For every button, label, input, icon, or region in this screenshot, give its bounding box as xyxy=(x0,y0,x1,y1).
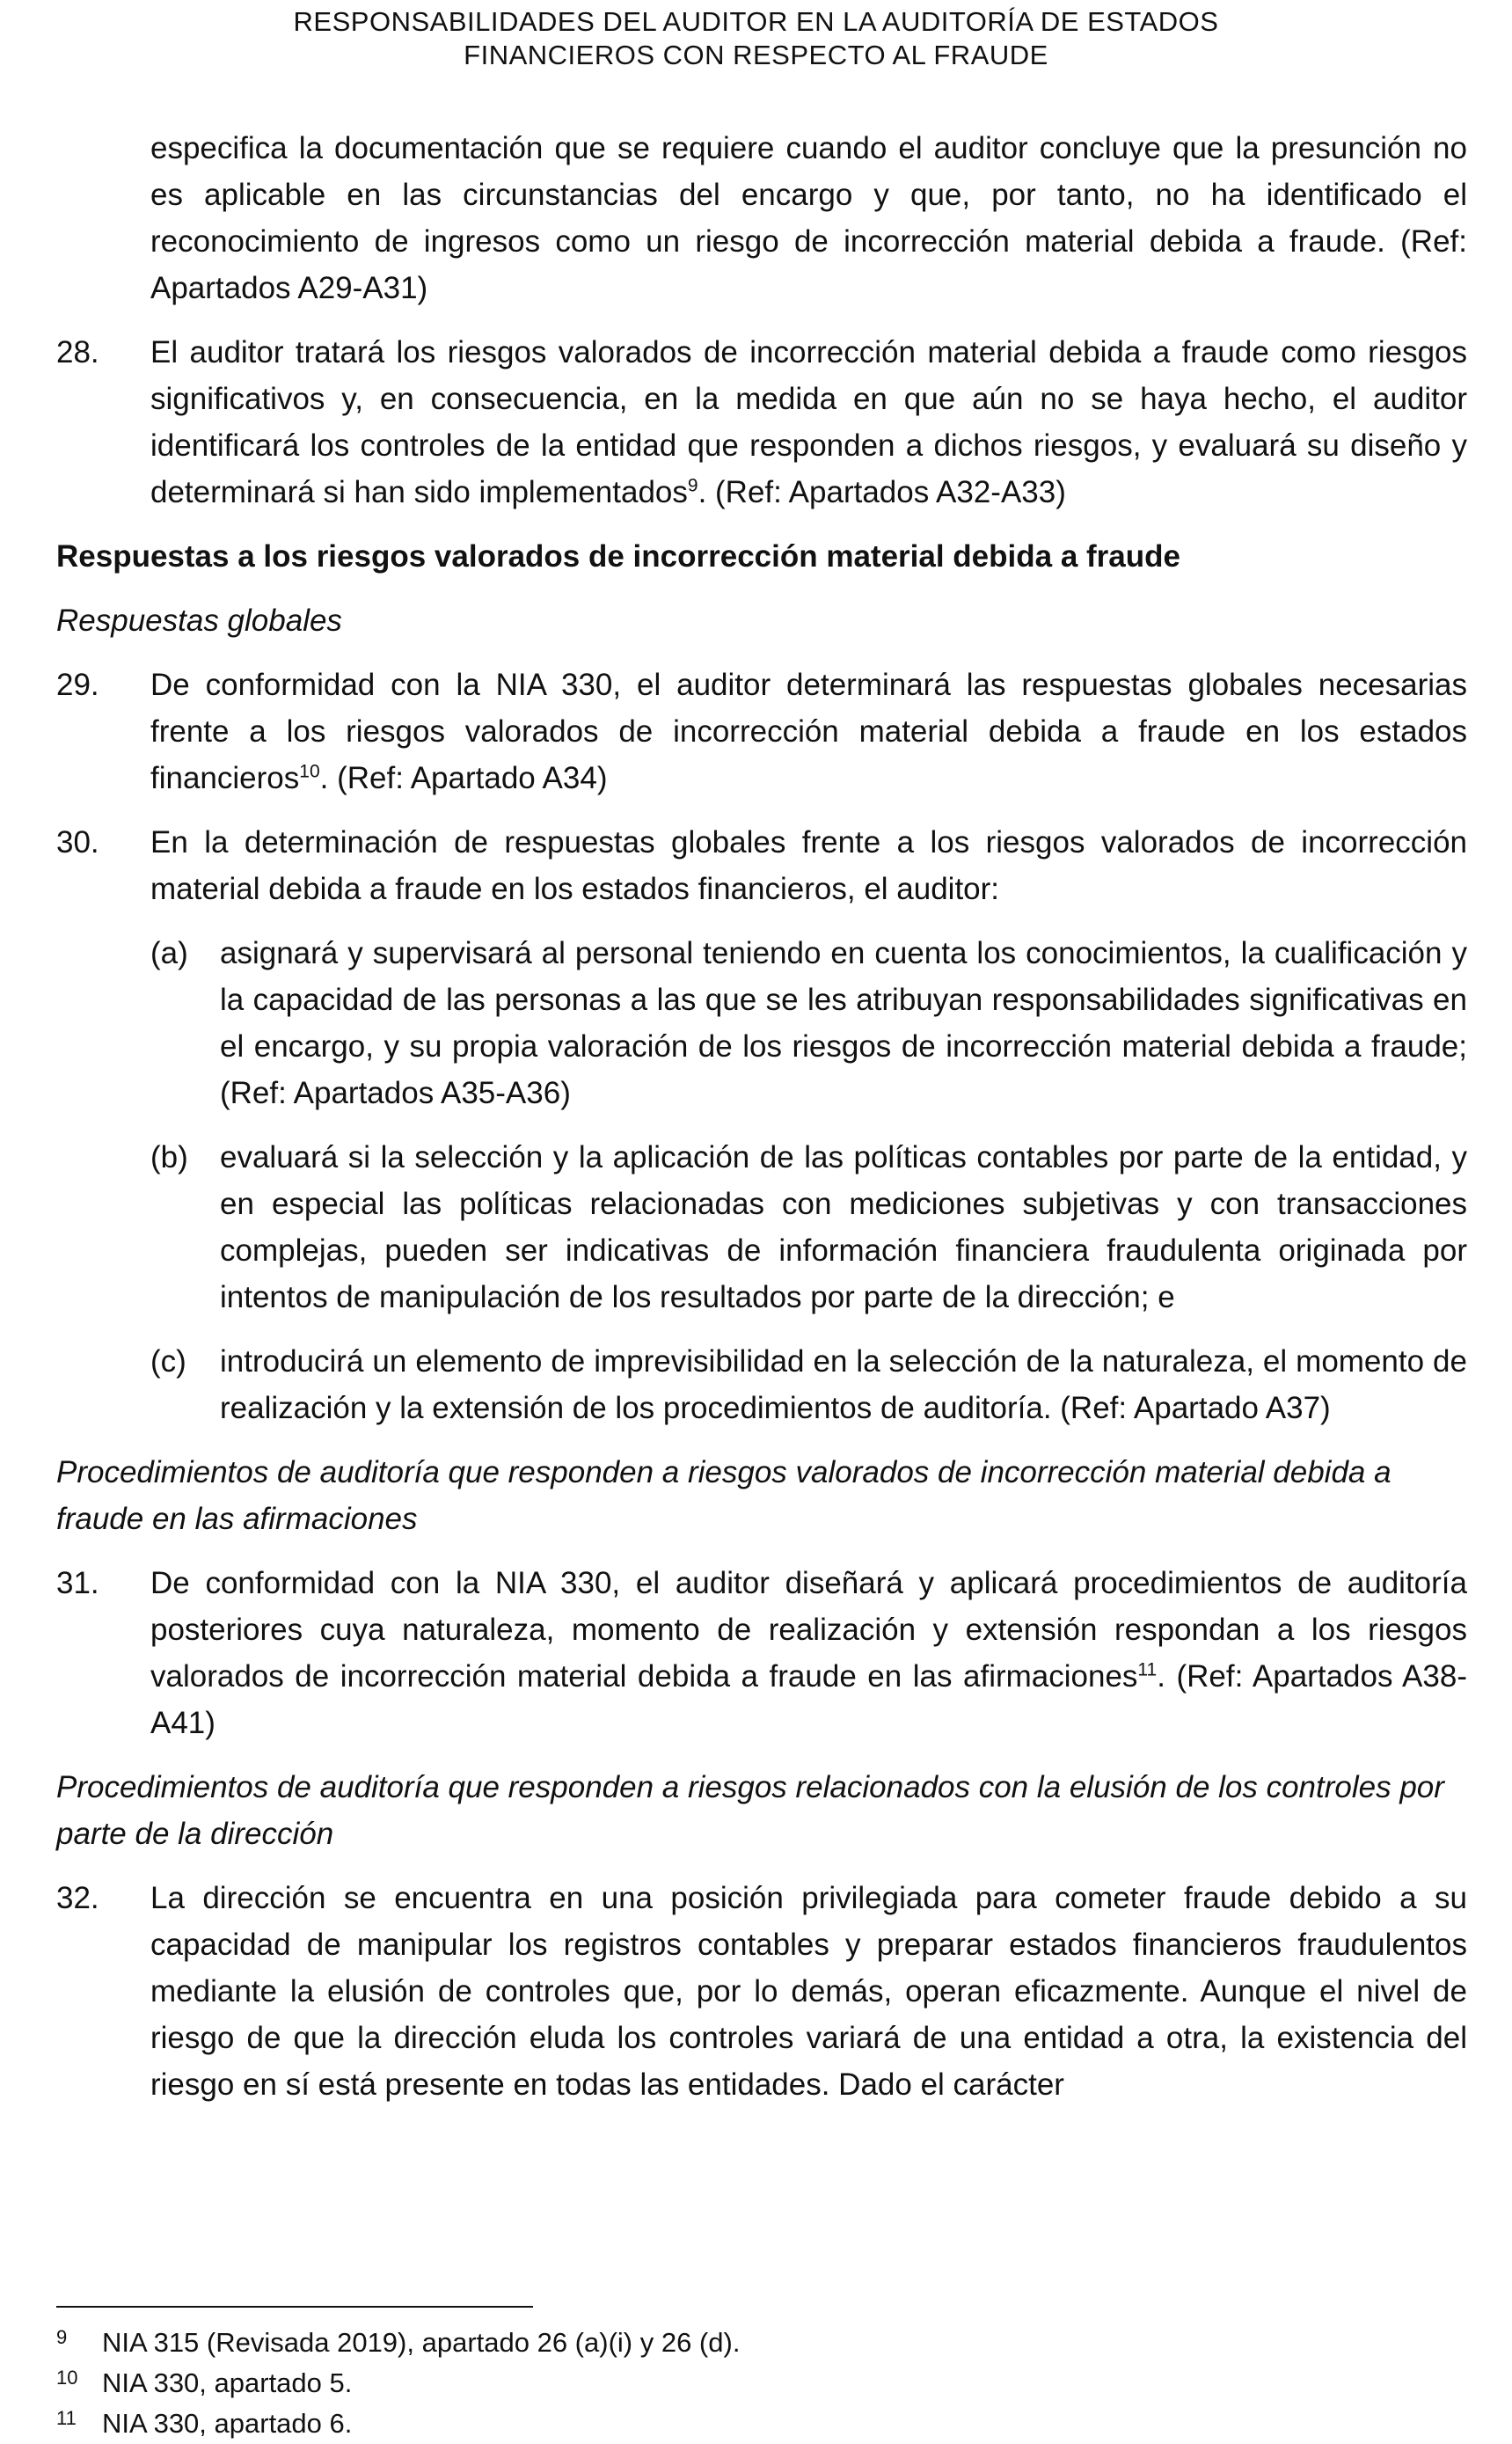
intro-paragraph xyxy=(56,125,1467,311)
footnote-ref-10[interactable]: 10 xyxy=(299,761,320,782)
footnote-number: 9 xyxy=(56,2326,68,2348)
footnote-9 xyxy=(56,2323,1467,2363)
paragraph-32 xyxy=(56,1875,1467,2108)
header-line-1: RESPONSABILIDADES DEL AUDITOR EN LA AUDITORÍA DE ESTADOS xyxy=(293,6,1219,37)
list-item-c xyxy=(56,1338,1467,1431)
section-heading: Respuestas a los riesgos valorados de incorrección material debida a fraude xyxy=(56,539,1180,574)
running-header xyxy=(0,5,1512,72)
subheading-respuestas-globales: Respuestas globales xyxy=(56,604,342,638)
header-line-2: FINANCIEROS CON RESPECTO AL FRAUDE xyxy=(464,40,1048,70)
list-text: asignará y supervisará al personal teniendo en cuenta los conocimientos, la cualificación y la capacidad de las personas a las que se les atribuyan responsabilidades significativas en el encargo, y su propia valoración de los riesgos de incorrección material debida a fraude; (Ref: Apartados A35-A36) xyxy=(220,936,1467,1110)
footnote-ref-11[interactable]: 11 xyxy=(1137,1659,1158,1680)
paragraph-number: 31. xyxy=(56,1566,99,1600)
paragraph-text-end: . (Ref: Apartados A32-A33) xyxy=(698,475,1066,509)
list-label: (b) xyxy=(150,1140,188,1174)
list-label: (a) xyxy=(150,936,188,970)
footnote-number: 11 xyxy=(56,2407,77,2429)
footnote-text: NIA 330, apartado 5. xyxy=(102,2367,353,2398)
paragraph-28 xyxy=(56,329,1467,516)
page-body xyxy=(56,125,1467,2126)
paragraph-text: De conformidad con la NIA 330, el auditor determinará las respuestas globales necesarias frente a los riesgos valorados de incorrección material debida a fraude en los estados financieros xyxy=(150,668,1467,795)
footnote-11 xyxy=(56,2404,1467,2444)
list-text: introducirá un elemento de imprevisibilidad en la selección de la naturaleza, el momento de realización y la extensión de los procedimientos de auditoría. (Ref: Apartado A37) xyxy=(220,1344,1467,1425)
footnote-text: NIA 315 (Revisada 2019), apartado 26 (a)(i) y 26 (d). xyxy=(102,2327,741,2358)
list-label: (c) xyxy=(150,1344,186,1379)
paragraph-number: 29. xyxy=(56,668,99,702)
subheading-afirmaciones: Procedimientos de auditoría que responden a riesgos valorados de incorrección material debida a fraude en las afirmaciones xyxy=(56,1455,1391,1536)
paragraph-text: En la determinación de respuestas globales frente a los riesgos valorados de incorrección material debida a fraude en los estados financieros, el auditor: xyxy=(150,825,1467,906)
intro-text: especifica la documentación que se requiere cuando el auditor concluye que la presunción no es aplicable en las circunstancias del encargo y que, por tanto, no ha identificado el reconocimiento de ingresos como un riesgo de incorrección material debida a fraude. (Ref: Apartados A29-A31) xyxy=(150,131,1467,305)
footnote-text: NIA 330, apartado 6. xyxy=(102,2408,353,2439)
footnote-number: 10 xyxy=(56,2367,78,2389)
paragraph-number: 32. xyxy=(56,1881,99,1915)
paragraph-number: 30. xyxy=(56,825,99,860)
footnote-10 xyxy=(56,2363,1467,2404)
list-item-b xyxy=(56,1134,1467,1321)
paragraph-text-end: . (Ref: Apartados A38-A41) xyxy=(150,1659,1467,1740)
paragraph-30 xyxy=(56,819,1467,912)
paragraph-text: La dirección se encuentra en una posición privilegiada para cometer fraude debido a su capacidad de manipular los registros contables y preparar estados financieros fraudulentos mediante la elusión de controles que, por lo demás, operan eficazmente. Aunque el nivel de riesgo de que la dirección eluda los controles variará de una entidad a otra, la existencia del riesgo en sí está presente en todas las entidades. Dado el carácter xyxy=(150,1881,1467,2102)
paragraph-29 xyxy=(56,662,1467,801)
footnotes xyxy=(56,2323,1467,2444)
list-text: evaluará si la selección y la aplicación de las políticas contables por parte de la entidad, y en especial las políticas relacionadas con mediciones subjetivas y con transacciones complejas, pueden ser indicativas de información financiera fraudulenta originada por intentos de manipulación de los resultados por parte de la dirección; e xyxy=(220,1140,1467,1314)
paragraph-31 xyxy=(56,1560,1467,1746)
subheading-elusion: Procedimientos de auditoría que responden a riesgos relacionados con la elusión de los controles por parte de la dirección xyxy=(56,1770,1444,1851)
list-item-a xyxy=(56,930,1467,1116)
paragraph-text: El auditor tratará los riesgos valorados de incorrección material debida a fraude como riesgos significativos y, en consecuencia, en la medida en que aún no se haya hecho, el auditor identificará los controles de la entidad que responden a dichos riesgos, y evaluará su diseño y determinará si han sido implementados xyxy=(150,335,1467,509)
paragraph-text: De conformidad con la NIA 330, el auditor diseñará y aplicará procedimientos de auditoría posteriores cuya naturaleza, momento de realización y extensión respondan a los riesgos valorados de incorrección material debida a fraude en las afirmaciones xyxy=(150,1566,1467,1694)
footnote-ref-9[interactable]: 9 xyxy=(687,475,698,496)
paragraph-text-end: . (Ref: Apartado A34) xyxy=(319,761,608,795)
footnote-separator xyxy=(56,2306,533,2308)
paragraph-number: 28. xyxy=(56,335,99,370)
